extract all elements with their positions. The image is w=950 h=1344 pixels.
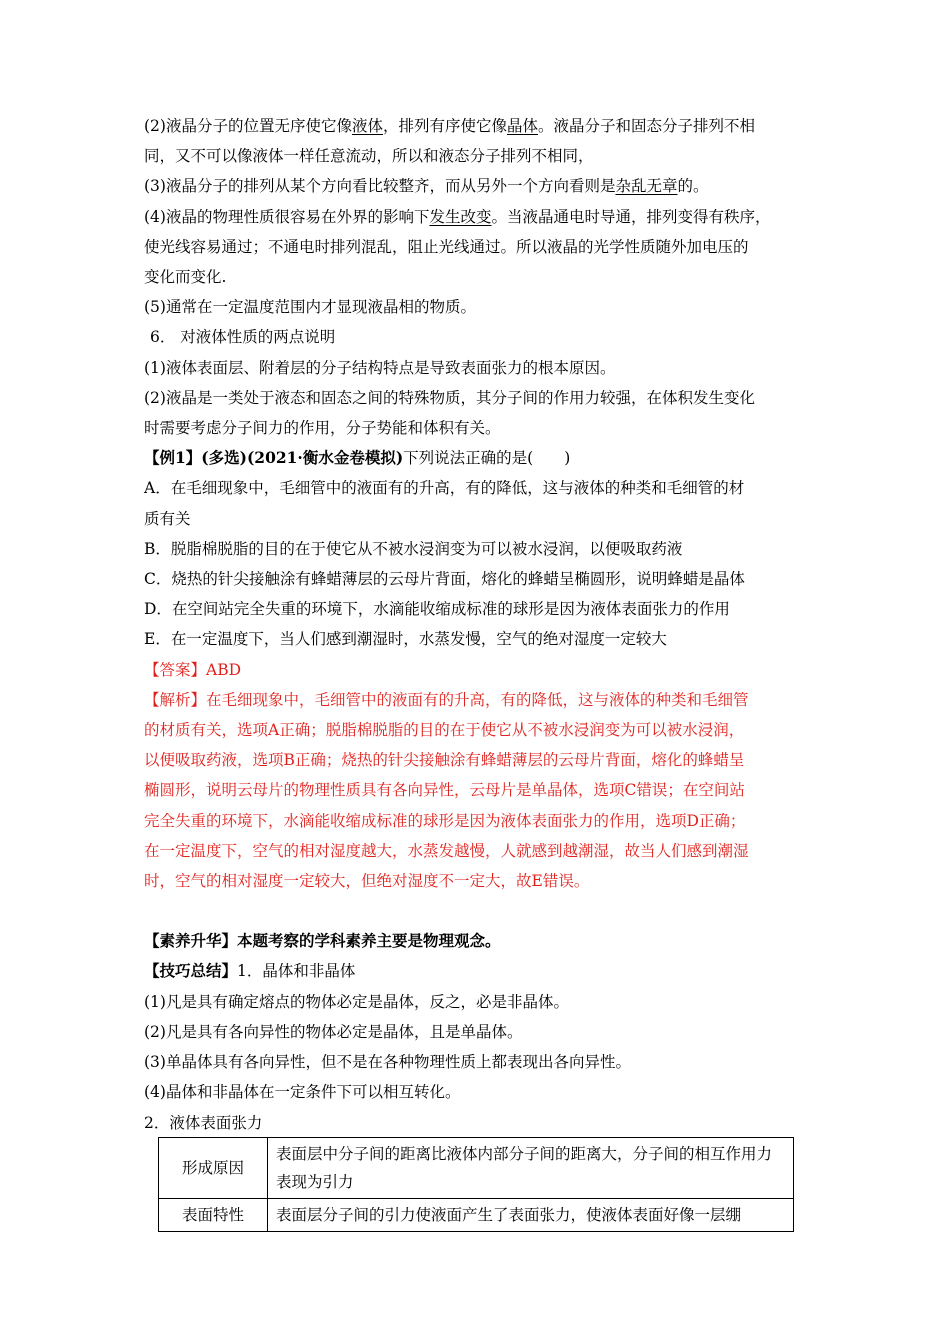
tip-heading-2: 2．液体表面张力	[144, 1113, 263, 1132]
fill-blank-disorder: 杂乱无章	[615, 177, 678, 196]
option-e: E．在一定温度下，当人们感到潮湿时，水蒸发慢，空气的绝对湿度一定较大	[144, 630, 667, 649]
paragraph-liquid-crystal-5: (5)通常在一定温度范围内才显现液晶相的物质。	[144, 298, 476, 317]
option-a: A．在毛细现象中，毛细管中的液面有的升高，有的降低，这与液体的种类和毛细管的材	[144, 479, 745, 498]
option-b: B．脱脂棉脱脂的目的在于使它从不被水浸润变为可以被水浸润，以便吸取药液	[144, 539, 683, 558]
tip-item: (1)凡是具有确定熔点的物体必定是晶体，反之，必是非晶体。	[144, 992, 569, 1011]
paragraph-line: 使光线容易通过；不通电时排列混乱，阻止光线通过。所以液晶的光学性质随外加电压的	[144, 237, 749, 256]
explanation-line: 完全失重的环境下，水滴能收缩成标准的球形是因为液体表面张力的作用，选项D正确；	[144, 811, 746, 830]
literacy-summary: 【素养升华】本题考察的学科素养主要是物理观念。	[144, 931, 501, 951]
table-cell: 表面层分子间的引力使液面产生了表面张力，使液体表面好像一层绷	[268, 1199, 794, 1232]
option-d: D．在空间站完全失重的环境下，水滴能收缩成标准的球形是因为液体表面张力的作用	[144, 600, 730, 619]
paragraph-liquid-crystal-2: (2)液晶分子的位置无序使它像液体，排列有序使它像晶体。液晶分子和固态分子排列不相	[144, 117, 756, 135]
table-row-header: 表面特性	[159, 1199, 268, 1232]
tip-item: (2)凡是具有各向异性的物体必定是晶体，且是单晶体。	[144, 1022, 523, 1041]
table-row-header: 形成原因	[159, 1138, 268, 1199]
document-body	[144, 111, 814, 1138]
surface-tension-table	[158, 1137, 794, 1232]
tip-item: (4)晶体和非晶体在一定条件下可以相互转化。	[144, 1083, 461, 1102]
paragraph-liquid-crystal-3: (3)液晶分子的排列从某个方向看比较整齐，而从另外一个方向看则是杂乱无章的。	[144, 177, 709, 196]
explanation-line: 以便吸取药液，选项B正确；烧热的针尖接触涂有蜂蜡薄层的云母片背面，熔化的蜂蜡呈	[144, 751, 745, 770]
answer: 【答案】ABD	[144, 660, 242, 679]
explanation-line: 椭圆形，说明云母片的物理性质具有各向异性，云母片是单晶体，选项C错误；在空间站	[144, 781, 745, 800]
option-c: C．烧热的针尖接触涂有蜂蜡薄层的云母片背面，熔化的蜂蜡呈椭圆形，说明蜂蜡是晶体	[144, 570, 745, 589]
table-row	[159, 1138, 794, 1199]
paragraph-liquid-crystal-4: (4)液晶的物理性质很容易在外界的影响下发生改变。当液晶通电时导通，排列变得有秩序，	[144, 207, 771, 226]
explanation-line: 的材质有关，选项A正确；脱脂棉脱脂的目的在于使它从不被水浸润变为可以被水浸润，	[144, 721, 745, 740]
explanation-line: 在一定温度下，空气的相对湿度越大，水蒸发越慢，人就感到越潮湿，故当人们感到潮湿	[144, 841, 749, 860]
section-heading-6: 6． 对液体性质的两点说明	[150, 328, 336, 347]
fill-blank-change: 发生改变	[429, 207, 492, 226]
explanation-line: 时，空气的相对湿度一定较大，但绝对湿度不一定大，故E错误。	[144, 872, 590, 891]
paragraph-line: (1)液体表面层、附着层的分子结构特点是导致表面张力的根本原因。	[144, 358, 616, 377]
paragraph-line: 同，又不可以像液体一样任意流动，所以和液态分子排列不相同，	[144, 147, 594, 166]
fill-blank-liquid: 液体	[351, 117, 383, 135]
paragraph-line: 变化而变化.	[144, 268, 227, 287]
table-row	[159, 1199, 794, 1232]
option-a-cont: 质有关	[144, 509, 191, 528]
paragraph-line: (2)液晶是一类处于液态和固态之间的特殊物质，其分子间的作用力较强，在体积发生变化	[144, 388, 755, 407]
table-cell: 表面层中分子间的距离比液体内部分子间的距离大，分子间的相互作用力表现为引力	[268, 1138, 794, 1199]
example-title: 【例1】(多选)(2021·衡水金卷模拟)下列说法正确的是( )	[144, 448, 571, 468]
paragraph-line: 时需要考虑分子间力的作用，分子势能和体积有关。	[144, 419, 501, 438]
tips-heading: 【技巧总结】1．晶体和非晶体	[144, 961, 356, 981]
fill-blank-crystal: 晶体	[507, 117, 539, 135]
explanation-line: 【解析】在毛细现象中，毛细管中的液面有的升高，有的降低，这与液体的种类和毛细管	[144, 690, 749, 709]
spacer	[144, 896, 814, 926]
tip-item: (3)单晶体具有各向异性，但不是在各种物理性质上都表现出各向异性。	[144, 1053, 631, 1072]
